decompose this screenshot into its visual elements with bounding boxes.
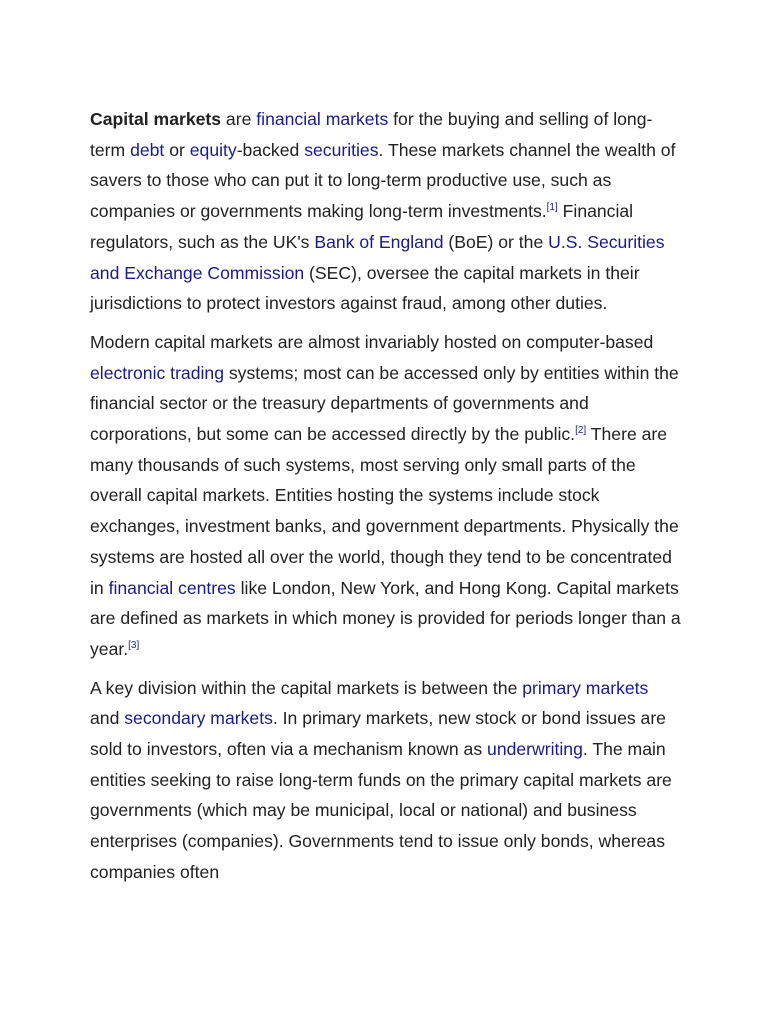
text-run: . The main entities seeking to raise long-term funds on the primary capital markets are governments (which may be municipal, local or national) and business enterprises (companies). Governments tend to issue only bonds, whereas companies often — [90, 739, 672, 882]
text-run: Financial regulators, such as the UK's — [90, 201, 634, 252]
text-run: for the buying and selling of long-term — [90, 109, 653, 160]
text-run: -backed — [236, 139, 305, 160]
citation-superscript — [128, 640, 139, 651]
link-equity[interactable]: equity — [189, 139, 237, 160]
text-run: like London, New York, and Hong Kong. Capital markets are defined as markets in which money is provided for periods longer than a year. — [90, 577, 681, 659]
citation-2[interactable]: [2] — [575, 425, 587, 437]
link-securities[interactable]: securities — [304, 139, 379, 160]
text-run: There are many thousands of such systems, most serving only small parts of the overall capital markets. Entities hosting the systems include stock exchanges, investment banks, and government departments. Physically the systems are hosted all over the world, though they tend to be concentrated in — [90, 424, 679, 598]
citation-1[interactable]: [1] — [546, 202, 558, 214]
citation-3[interactable]: [3] — [128, 639, 140, 651]
link-financial-centres[interactable]: financial centres — [108, 577, 236, 598]
paragraph-3 — [90, 673, 682, 888]
text-run: A key division within the capital markets is between the — [90, 677, 523, 698]
text-run: systems; most can be accessed only by entities within the financial sector or the treasury departments of governments and corporations, but some can be accessed directly by the public. — [90, 362, 679, 445]
text-run: . In primary markets, new stock or bond issues are sold to investors, often via a mechanism known as — [90, 708, 666, 760]
text-run: (BoE) or the — [443, 231, 549, 252]
link-primary-markets[interactable]: primary markets — [522, 677, 649, 698]
text-run: Modern capital markets are almost invariably hosted on computer-based — [90, 331, 654, 352]
text-run: (SEC), oversee the capital markets in their jurisdictions to protect investors against fraud, among other duties. — [90, 262, 640, 314]
link-electronic-trading[interactable]: electronic trading — [90, 362, 224, 383]
text-run: . These markets channel the wealth of savers to those who can put it to long-term productive use, such as companies or governments making long-term investments. — [90, 139, 676, 222]
lead-term: Capital markets — [90, 109, 222, 129]
text-run: or — [164, 139, 190, 160]
article-body — [90, 104, 682, 896]
link-debt[interactable]: debt — [130, 139, 165, 160]
citation-superscript — [547, 202, 558, 213]
link-financial-markets[interactable]: financial markets — [256, 109, 389, 129]
text-run: and — [90, 708, 125, 729]
link-secondary-markets[interactable]: secondary markets — [124, 708, 273, 729]
link-sec[interactable]: U.S. Securities and Exchange Commission — [90, 231, 665, 283]
link-underwriting[interactable]: underwriting — [487, 739, 583, 760]
paragraph-1 — [90, 104, 682, 319]
paragraph-2 — [90, 327, 682, 665]
link-bank-of-england[interactable]: Bank of England — [314, 231, 444, 252]
text-run: are — [221, 109, 257, 129]
citation-superscript — [575, 425, 586, 436]
